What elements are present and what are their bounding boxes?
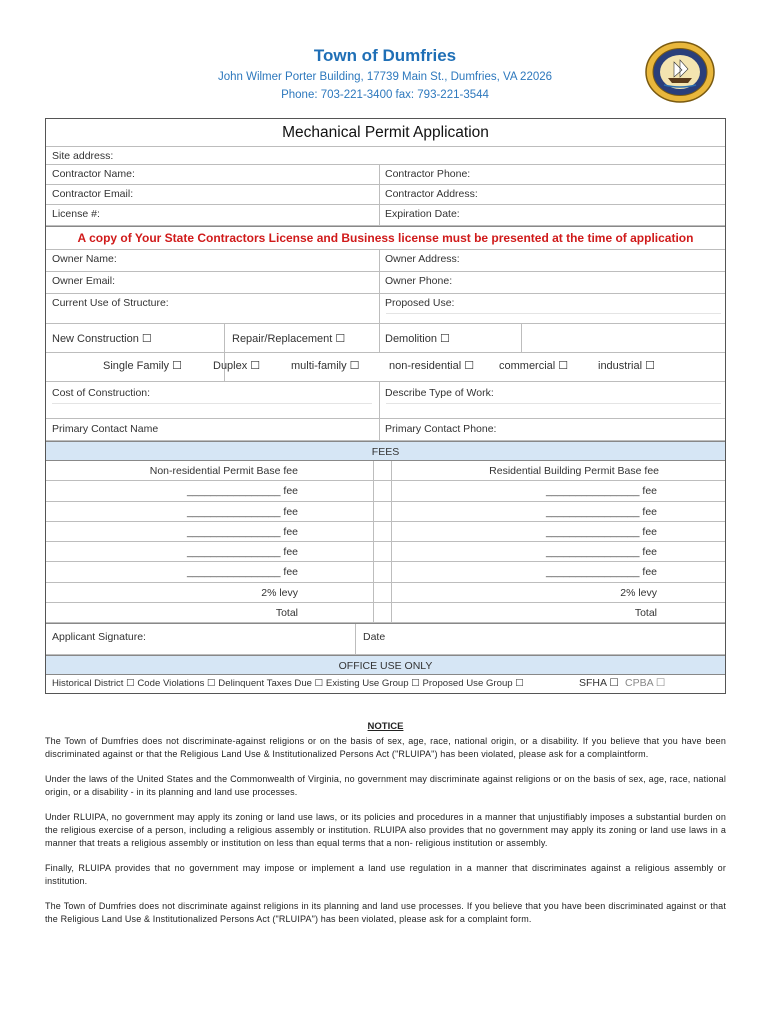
- owner-phone-label: Owner Phone:: [385, 275, 453, 287]
- repair-checkbox[interactable]: Repair/Replacement ☐: [232, 333, 346, 345]
- fee-row-5[interactable]: [46, 562, 725, 582]
- multi-family-checkbox[interactable]: multi-family ☐: [291, 360, 360, 372]
- describe-work-label: Describe Type of Work:: [385, 387, 494, 399]
- industrial-checkbox[interactable]: industrial ☐: [598, 360, 655, 372]
- office-use-header: OFFICE USE ONLY: [46, 655, 725, 675]
- fees-header: FEES: [46, 441, 725, 461]
- license-row[interactable]: [46, 205, 725, 226]
- owner-address-label: Owner Address:: [385, 253, 460, 265]
- site-address-label: Site address:: [52, 150, 114, 162]
- contact-row[interactable]: [46, 419, 725, 441]
- use-row[interactable]: [46, 294, 725, 324]
- owner-email-label: Owner Email:: [52, 275, 116, 287]
- fee-header-row: [46, 461, 725, 481]
- town-title: Town of Dumfries: [313, 46, 457, 65]
- res-levy: 2% levy: [620, 586, 657, 599]
- primary-contact-phone-label: Primary Contact Phone:: [385, 423, 497, 435]
- license-label: License #:: [52, 208, 100, 220]
- single-family-checkbox[interactable]: Single Family ☐: [103, 360, 182, 372]
- levy-row[interactable]: [46, 583, 725, 603]
- commercial-checkbox[interactable]: commercial ☐: [499, 360, 569, 372]
- nonres-fee-3: ________________ fee: [187, 525, 298, 538]
- current-use-label: Current Use of Structure:: [52, 297, 169, 309]
- notice-title: NOTICE: [367, 721, 404, 732]
- letterhead: [0, 0, 770, 115]
- res-fee-2: ________________ fee: [546, 505, 657, 518]
- applicant-signature-label: Applicant Signature:: [52, 631, 146, 644]
- owner-name-label: Owner Name:: [52, 253, 117, 265]
- owner-email-row[interactable]: [46, 272, 725, 294]
- nonres-total: Total: [275, 607, 298, 620]
- owner-name-row[interactable]: [46, 250, 725, 272]
- res-fee-4: ________________ fee: [546, 546, 657, 559]
- duplex-checkbox[interactable]: Duplex ☐: [213, 360, 261, 372]
- demolition-checkbox[interactable]: Demolition ☐: [385, 333, 450, 345]
- cost-row[interactable]: [46, 382, 725, 419]
- license-notice: A copy of Your State Contractors License and Business license must be presented at the time of application: [46, 226, 725, 250]
- res-fee-header: Residential Building Permit Base fee: [489, 465, 659, 477]
- nonres-levy: 2% levy: [261, 586, 298, 599]
- notice-paragraph-3: Under RLUIPA, no government may apply its zoning or land use laws, or its policies and procedures in a manner that unjustifiably imposes a substantial burden on the religious exercise of a person, including a religious assembly or institution. RLUIPA also provides that no government may apply its zoning or land use laws in a manner that treats a religious assembly or institution on less than equal terms that a non- religious institution or assembly.: [45, 812, 726, 848]
- contractor-address-label: Contractor Address:: [385, 188, 478, 200]
- cost-label: Cost of Construction:: [52, 387, 151, 399]
- nonres-fee-5: ________________ fee: [187, 566, 298, 579]
- town-phone: Phone: 703-221-3400 fax: 793-221-3544: [281, 89, 489, 101]
- primary-contact-label: Primary Contact Name: [52, 423, 159, 435]
- res-fee-1: ________________ fee: [546, 485, 657, 498]
- sfha-checkbox[interactable]: SFHA ☐: [579, 677, 619, 690]
- contractor-email-label: Contractor Email:: [52, 188, 134, 200]
- office-use-row: [46, 675, 725, 693]
- signature-row[interactable]: [46, 623, 725, 655]
- cpba-checkbox[interactable]: CPBA ☐: [625, 677, 666, 690]
- new-construction-checkbox[interactable]: New Construction ☐: [52, 333, 152, 345]
- work-type-row: [46, 324, 725, 353]
- proposed-use-label: Proposed Use:: [385, 297, 455, 309]
- form-title-row: [46, 119, 725, 147]
- town-address: John Wilmer Porter Building, 17739 Main St., Dumfries, VA 22026: [217, 71, 553, 83]
- nonres-fee-1: ________________ fee: [187, 485, 298, 498]
- expiration-label: Expiration Date:: [385, 208, 460, 220]
- town-seal-logo: [644, 40, 716, 104]
- total-row[interactable]: [46, 603, 725, 623]
- fee-row-3[interactable]: [46, 522, 725, 542]
- office-use-checkboxes[interactable]: Historical District ☐ Code Violations ☐ Delinquent Taxes Due ☐ Existing Use Group ☐ Proposed Use Group ☐: [52, 678, 524, 690]
- site-address-row[interactable]: [46, 147, 725, 165]
- nonres-fee-4: ________________ fee: [187, 546, 298, 559]
- nonres-fee-2: ________________ fee: [187, 505, 298, 518]
- date-label: Date: [363, 631, 386, 644]
- res-total: Total: [634, 607, 657, 620]
- fee-row-2[interactable]: [46, 502, 725, 522]
- non-residential-checkbox[interactable]: non-residential ☐: [389, 360, 475, 372]
- permit-form: [45, 118, 726, 694]
- res-fee-3: ________________ fee: [546, 525, 657, 538]
- fee-row-4[interactable]: [46, 542, 725, 562]
- contractor-name-row[interactable]: [46, 165, 725, 185]
- fee-row-1[interactable]: [46, 481, 725, 501]
- form-title: Mechanical Permit Application: [282, 124, 489, 141]
- notice-section: [45, 720, 726, 938]
- nonres-fee-header: Non-residential Permit Base fee: [149, 465, 298, 477]
- notice-paragraph-1: The Town of Dumfries does not discriminate-against religions or on the basis of sex, age, race, national origin, or a disability. If you believe that you have been discriminated against or that the Religious Land Use & Institutionalized Persons Act ("RLUIPA") has been violated, please ask for a complaintform.: [45, 736, 726, 759]
- occupancy-type-row: [46, 353, 725, 382]
- notice-paragraph-2: Under the laws of the United States and the Commonwealth of Virginia, no government may discriminate against religions or on the basis of sex, age, race, national origin, or a disability - in its planning and land use processes.: [45, 774, 726, 797]
- contractor-name-label: Contractor Name:: [52, 168, 135, 180]
- contractor-phone-label: Contractor Phone:: [385, 168, 471, 180]
- res-fee-5: ________________ fee: [546, 566, 657, 579]
- notice-paragraph-5: The Town of Dumfries does not discriminate against religions in its planning and land use processes. If you believe that you have been discriminated against or that the Religious Land Use & Institutionalized Persons Act ("RLUIPA") has been violated, please ask for a complaint form.: [45, 901, 726, 924]
- notice-paragraph-4: Finally, RLUIPA provides that no government may impose or implement a land use regulation in a manner that discriminates against a religious assembly or institution.: [45, 863, 726, 886]
- contractor-email-row[interactable]: [46, 185, 725, 205]
